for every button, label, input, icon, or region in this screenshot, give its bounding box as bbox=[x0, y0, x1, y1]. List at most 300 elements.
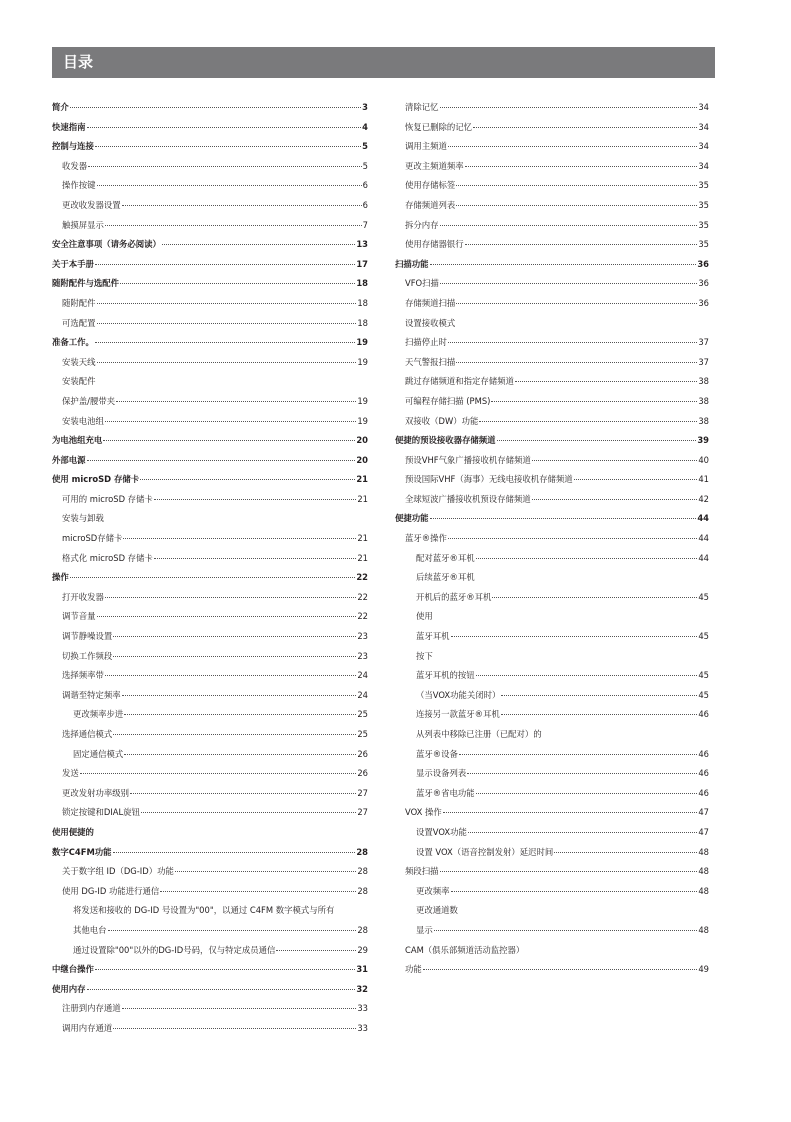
toc-entry-title: 双接收（DW）功能 bbox=[405, 415, 479, 426]
toc-entry-page: 23 bbox=[357, 631, 368, 642]
toc-entry-page: 48 bbox=[698, 924, 709, 935]
toc-entry-title: 更改通道数 bbox=[416, 905, 458, 916]
toc-entry-page: 18 bbox=[357, 297, 368, 308]
toc-entry-title: 蓝牙®省电功能 bbox=[416, 787, 475, 798]
toc-dot-leader bbox=[124, 754, 356, 755]
toc-entry-title: 蓝牙®设备 bbox=[416, 748, 458, 759]
toc-entry-title: 安全注意事项（请务必阅读） bbox=[52, 239, 161, 250]
toc-entry[interactable] bbox=[395, 431, 709, 451]
toc-entry-title: 按下 bbox=[416, 650, 433, 661]
toc-dot-leader bbox=[105, 225, 362, 226]
toc-entry[interactable] bbox=[395, 157, 709, 177]
toc-entry[interactable] bbox=[52, 686, 368, 706]
toc-entry-page: 19 bbox=[356, 337, 368, 348]
toc-entry-title: 蓝牙耳机 bbox=[416, 631, 450, 642]
toc-entry-page: 27 bbox=[357, 807, 368, 818]
toc-dot-leader bbox=[141, 812, 356, 813]
toc-entry[interactable] bbox=[52, 999, 368, 1019]
toc-dot-leader bbox=[87, 460, 356, 461]
toc-entry-page: 37 bbox=[698, 337, 709, 348]
toc-entry[interactable] bbox=[52, 627, 368, 647]
toc-entry-page: 19 bbox=[357, 356, 368, 367]
toc-entry[interactable] bbox=[52, 490, 368, 510]
toc-entry-page: 34 bbox=[698, 160, 709, 171]
toc-entry-page: 40 bbox=[698, 454, 709, 465]
toc-entry-title: 使用内存 bbox=[52, 983, 86, 994]
toc-entry[interactable] bbox=[52, 960, 368, 980]
toc-entry-page: 47 bbox=[698, 826, 709, 837]
toc-dot-leader bbox=[473, 127, 697, 128]
toc-entry-page: 21 bbox=[357, 552, 368, 563]
toc-entry-page: 22 bbox=[356, 572, 368, 583]
toc-entry-page: 46 bbox=[698, 787, 709, 798]
toc-entry-title: 调节音量 bbox=[62, 611, 96, 622]
toc-entry[interactable] bbox=[52, 392, 368, 412]
toc-entry-page: 19 bbox=[357, 415, 368, 426]
toc-entry[interactable] bbox=[395, 294, 709, 314]
toc-entry-page: 38 bbox=[698, 376, 709, 387]
toc-entry[interactable] bbox=[395, 412, 709, 432]
toc-entry-page: 20 bbox=[356, 435, 368, 446]
toc-entry-title: 调谐至特定频率 bbox=[62, 689, 121, 700]
toc-entry[interactable] bbox=[52, 333, 368, 353]
toc-entry-title: 安装与卸载 bbox=[62, 513, 104, 524]
toc-entry-title: microSD存储卡 bbox=[62, 533, 123, 544]
toc-dot-leader bbox=[276, 950, 356, 951]
toc-entry-page: 21 bbox=[357, 533, 368, 544]
toc-entry-page: 25 bbox=[357, 729, 368, 739]
toc-entry-page: 21 bbox=[357, 493, 368, 504]
toc-dot-leader bbox=[122, 1008, 357, 1009]
toc-entry[interactable] bbox=[52, 255, 368, 275]
toc-entry-page: 48 bbox=[698, 885, 709, 896]
toc-entry-page: 35 bbox=[698, 239, 709, 250]
toc-entry-title: 外部电源 bbox=[52, 454, 86, 465]
toc-dot-leader bbox=[440, 871, 698, 872]
toc-entry-page: 13 bbox=[356, 239, 368, 250]
toc-entry-title: 更改发射功率级别 bbox=[62, 787, 129, 798]
toc-entry-page: 24 bbox=[357, 670, 368, 681]
toc-dot-leader bbox=[88, 166, 362, 167]
toc-entry[interactable] bbox=[395, 882, 709, 902]
toc-entry-title: 连接另一款蓝牙®耳机 bbox=[416, 709, 500, 720]
toc-entry[interactable] bbox=[52, 118, 368, 138]
toc-entry[interactable] bbox=[52, 509, 368, 529]
toc-entry-page: 25 bbox=[357, 709, 368, 720]
toc-entry-title: 可用的 microSD 存储卡 bbox=[62, 493, 153, 504]
toc-entry-page: 28 bbox=[357, 885, 368, 896]
toc-entry-page: 34 bbox=[698, 121, 709, 132]
toc-entry[interactable] bbox=[395, 549, 709, 569]
toc-entry[interactable] bbox=[395, 960, 709, 980]
toc-dot-leader bbox=[501, 714, 698, 715]
toc-entry[interactable] bbox=[52, 843, 368, 863]
toc-entry-page: 36 bbox=[697, 258, 709, 269]
toc-entry-title: 将发送和接收的 DG-ID 号设置为"00"，以通过 C4FM 数字模式与所有 bbox=[73, 905, 335, 916]
toc-dot-leader bbox=[465, 166, 698, 167]
toc-entry[interactable] bbox=[52, 431, 368, 451]
toc-entry[interactable] bbox=[52, 921, 368, 941]
toc-entry-title: 发送 bbox=[62, 768, 79, 779]
toc-entry[interactable] bbox=[395, 568, 709, 588]
toc-dot-leader bbox=[476, 793, 698, 794]
toc-dot-leader bbox=[491, 401, 697, 402]
toc-entry[interactable] bbox=[395, 745, 709, 765]
toc-entry-title: 设置接收模式 bbox=[405, 317, 456, 328]
toc-entry[interactable] bbox=[395, 843, 709, 863]
toc-entry-page: 28 bbox=[357, 866, 368, 877]
toc-entry-title: VOX 操作 bbox=[405, 807, 442, 818]
toc-entry-title: 调用主频道 bbox=[405, 141, 447, 152]
toc-entry-title: 通过设置除"00"以外的DG-ID号码，仅与特定成员通信 bbox=[73, 944, 276, 955]
toc-dot-leader bbox=[467, 773, 697, 774]
toc-dot-leader bbox=[124, 714, 356, 715]
toc-entry-title: 显示 bbox=[416, 924, 433, 935]
toc-entry-title: 使用 DG-ID 功能进行通信 bbox=[62, 885, 160, 896]
toc-entry[interactable] bbox=[52, 294, 368, 314]
toc-entry-title: 全球短波广播接收机预设存储频道 bbox=[405, 493, 531, 504]
toc-entry-title: 跳过存储频道和指定存储频道 bbox=[405, 376, 514, 387]
toc-entry-title: 功能 bbox=[405, 964, 422, 975]
toc-entry-title: 预设国际VHF（海事）无线电接收机存储频道 bbox=[405, 474, 573, 485]
toc-entry-title: 其他电台 bbox=[73, 924, 107, 935]
toc-entry-page: 33 bbox=[357, 1003, 368, 1014]
toc-entry[interactable] bbox=[52, 882, 368, 902]
toc-entry-title: 拆分内存 bbox=[405, 219, 439, 230]
toc-dot-leader bbox=[113, 734, 356, 735]
toc-dot-leader bbox=[515, 381, 697, 382]
toc-entry-title: 操作 bbox=[52, 572, 69, 583]
toc-dot-leader bbox=[456, 185, 697, 186]
toc-dot-leader bbox=[443, 812, 698, 813]
toc-entry[interactable] bbox=[395, 235, 709, 255]
toc-entry-page: 48 bbox=[698, 866, 709, 877]
toc-entry-page: 46 bbox=[698, 768, 709, 779]
toc-entry-title: 安装配件 bbox=[62, 376, 96, 387]
toc-entry[interactable] bbox=[395, 588, 709, 608]
toc-entry-title: 更改收发器设置 bbox=[62, 199, 121, 210]
toc-entry-title: VFO扫描 bbox=[405, 278, 439, 289]
toc-entry-page: 21 bbox=[356, 474, 368, 485]
toc-entry-title: 注册到内存通道 bbox=[62, 1003, 121, 1014]
toc-entry[interactable] bbox=[395, 216, 709, 236]
toc-entry[interactable] bbox=[52, 529, 368, 549]
toc-entry-title: 保护盖/腰带夹 bbox=[62, 395, 116, 406]
toc-entry[interactable] bbox=[52, 235, 368, 255]
toc-dot-leader bbox=[154, 499, 357, 500]
toc-entry[interactable] bbox=[52, 137, 368, 157]
toc-entry[interactable] bbox=[52, 647, 368, 667]
toc-entry[interactable] bbox=[52, 764, 368, 784]
toc-entry-title: 设置VOX功能 bbox=[416, 826, 467, 837]
toc-entry[interactable] bbox=[52, 314, 368, 334]
toc-entry-title: 天气警报扫描 bbox=[405, 356, 456, 367]
toc-entry-title: 调节静噪设置 bbox=[62, 631, 113, 642]
toc-entry[interactable] bbox=[395, 274, 709, 294]
toc-entry-page: 49 bbox=[698, 964, 709, 975]
toc-entry-page: 42 bbox=[698, 493, 709, 504]
toc-dot-leader bbox=[440, 283, 697, 284]
toc-entry-page: 35 bbox=[698, 199, 709, 210]
toc-dot-leader bbox=[430, 518, 697, 519]
toc-entry-page: 6 bbox=[362, 180, 368, 191]
toc-entry-title: 使用存储器银行 bbox=[405, 239, 464, 250]
toc-dot-leader bbox=[113, 852, 356, 853]
toc-entry-title: 便捷的预设接收器存储频道 bbox=[395, 435, 496, 446]
toc-dot-leader bbox=[97, 185, 362, 186]
toc-entry[interactable] bbox=[52, 549, 368, 569]
toc-dot-leader bbox=[554, 852, 697, 853]
toc-entry[interactable] bbox=[52, 941, 368, 961]
toc-entry[interactable] bbox=[395, 98, 709, 118]
toc-dot-leader bbox=[97, 303, 357, 304]
toc-entry-title: 更改频率 bbox=[416, 885, 450, 896]
toc-entry-title: 安装电池组 bbox=[62, 415, 104, 426]
toc-entry[interactable] bbox=[52, 568, 368, 588]
toc-entry[interactable] bbox=[52, 803, 368, 823]
toc-entry[interactable] bbox=[52, 784, 368, 804]
toc-entry[interactable] bbox=[395, 333, 709, 353]
toc-dot-leader bbox=[87, 989, 356, 990]
toc-entry-page: 22 bbox=[357, 591, 368, 602]
toc-entry-title: 开机后的蓝牙®耳机 bbox=[416, 591, 492, 602]
toc-entry[interactable] bbox=[395, 353, 709, 373]
toc-entry-page: 45 bbox=[698, 689, 709, 700]
toc-dot-leader bbox=[105, 675, 356, 676]
toc-dot-leader bbox=[501, 695, 697, 696]
toc-entry[interactable] bbox=[395, 372, 709, 392]
toc-dot-leader bbox=[434, 930, 698, 931]
toc-entry-title: 打开收发器 bbox=[62, 591, 104, 602]
toc-dot-leader bbox=[113, 636, 356, 637]
toc-dot-leader bbox=[175, 871, 356, 872]
toc-dot-leader bbox=[456, 205, 697, 206]
toc-entry[interactable] bbox=[395, 255, 709, 275]
toc-entry[interactable] bbox=[395, 823, 709, 843]
toc-entry[interactable] bbox=[52, 725, 368, 745]
toc-entry-title: 蓝牙耳机的按钮 bbox=[416, 670, 475, 681]
toc-entry[interactable] bbox=[395, 647, 709, 667]
toc-entry-page: 4 bbox=[362, 121, 368, 132]
toc-entry[interactable] bbox=[395, 529, 709, 549]
toc-dot-leader bbox=[162, 244, 355, 245]
toc-entry-page: 27 bbox=[357, 787, 368, 798]
toc-entry-page: 45 bbox=[698, 631, 709, 642]
toc-dot-leader bbox=[456, 362, 697, 363]
toc-dot-leader bbox=[97, 362, 357, 363]
toc-entry[interactable] bbox=[52, 823, 368, 843]
toc-dot-leader bbox=[97, 323, 357, 324]
toc-entry[interactable] bbox=[52, 588, 368, 608]
toc-dot-leader bbox=[154, 558, 357, 559]
toc-entry[interactable] bbox=[395, 901, 709, 921]
toc-entry[interactable] bbox=[52, 1019, 368, 1039]
toc-entry-page: 45 bbox=[698, 591, 709, 602]
toc-entry[interactable] bbox=[395, 941, 709, 961]
toc-dot-leader bbox=[70, 577, 356, 578]
toc-entry-page: 44 bbox=[697, 513, 709, 524]
toc-entry[interactable] bbox=[52, 607, 368, 627]
toc-entry[interactable] bbox=[395, 725, 709, 745]
toc-dot-leader bbox=[465, 244, 698, 245]
toc-entry-title: 恢复已删除的记忆 bbox=[405, 121, 472, 132]
toc-dot-leader bbox=[122, 695, 357, 696]
toc-entry-page: 39 bbox=[697, 435, 709, 446]
toc-entry[interactable] bbox=[395, 137, 709, 157]
toc-entry-title: 格式化 microSD 存储卡 bbox=[62, 552, 153, 563]
toc-entry-page: 6 bbox=[362, 199, 368, 210]
toc-entry-page: 7 bbox=[362, 219, 368, 230]
toc-entry-title: 使用存储标签 bbox=[405, 180, 456, 191]
toc-entry-page: 47 bbox=[698, 807, 709, 818]
toc-entry-title: 存储频道扫描 bbox=[405, 297, 456, 308]
toc-entry-page: 37 bbox=[698, 356, 709, 367]
toc-entry[interactable] bbox=[52, 451, 368, 471]
toc-dot-leader bbox=[456, 303, 697, 304]
toc-entry[interactable] bbox=[395, 686, 709, 706]
toc-entry[interactable] bbox=[395, 314, 709, 334]
toc-entry[interactable] bbox=[52, 98, 368, 118]
toc-entry-page: 26 bbox=[357, 768, 368, 779]
toc-entry[interactable] bbox=[52, 705, 368, 725]
toc-entry-title: 关于本手册 bbox=[52, 258, 94, 269]
toc-dot-leader bbox=[105, 597, 356, 598]
toc-left-column bbox=[52, 98, 368, 1039]
toc-entry-page: 36 bbox=[698, 297, 709, 308]
toc-entry[interactable] bbox=[395, 392, 709, 412]
toc-entry-page: 5 bbox=[362, 141, 368, 152]
toc-dot-leader bbox=[95, 969, 355, 970]
toc-entry-title: 使用 bbox=[416, 611, 433, 622]
toc-entry[interactable] bbox=[52, 157, 368, 177]
toc-entry[interactable] bbox=[395, 627, 709, 647]
toc-entry[interactable] bbox=[395, 705, 709, 725]
toc-entry[interactable] bbox=[52, 862, 368, 882]
toc-entry[interactable] bbox=[395, 470, 709, 490]
toc-entry[interactable] bbox=[52, 274, 368, 294]
toc-dot-leader bbox=[497, 440, 697, 441]
toc-entry[interactable] bbox=[395, 509, 709, 529]
toc-entry-page: 34 bbox=[698, 141, 709, 152]
toc-entry[interactable] bbox=[52, 353, 368, 373]
toc-entry-page: 28 bbox=[356, 846, 368, 857]
toc-entry-title: 固定通信模式 bbox=[73, 748, 124, 759]
toc-entry-page: 36 bbox=[698, 278, 709, 289]
toc-entry-title: 关于数字组 ID（DG-ID）功能 bbox=[62, 866, 174, 877]
toc-entry-page: 46 bbox=[698, 709, 709, 720]
toc-dot-leader bbox=[492, 597, 697, 598]
toc-entry-page: 48 bbox=[698, 846, 709, 857]
toc-dot-leader bbox=[95, 264, 355, 265]
toc-entry[interactable] bbox=[395, 666, 709, 686]
toc-entry-title: 配对蓝牙®耳机 bbox=[416, 552, 475, 563]
toc-entry-title: 蓝牙®操作 bbox=[405, 533, 447, 544]
toc-entry-title: 调用内存通道 bbox=[62, 1022, 113, 1033]
toc-entry[interactable] bbox=[395, 607, 709, 627]
toc-entry[interactable] bbox=[52, 412, 368, 432]
toc-entry[interactable] bbox=[52, 216, 368, 236]
toc-entry[interactable] bbox=[52, 980, 368, 1000]
toc-dot-leader bbox=[448, 538, 697, 539]
toc-entry-page: 20 bbox=[356, 454, 368, 465]
toc-dot-leader bbox=[532, 460, 698, 461]
toc-entry-page: 33 bbox=[357, 1022, 368, 1033]
toc-header-bar bbox=[52, 47, 715, 78]
toc-entry-page: 3 bbox=[362, 102, 368, 112]
toc-entry-title: 更改主频道频率 bbox=[405, 160, 464, 171]
toc-dot-leader bbox=[479, 421, 697, 422]
toc-entry[interactable] bbox=[52, 666, 368, 686]
toc-entry-title: 选择频率带 bbox=[62, 670, 104, 681]
toc-entry-title: 为电池组充电 bbox=[52, 435, 103, 446]
toc-entry[interactable] bbox=[52, 745, 368, 765]
toc-entry-title: 触摸屏显示 bbox=[62, 219, 104, 230]
toc-entry-title: 扫描停止时 bbox=[405, 337, 447, 348]
toc-entry-title: 从列表中移除已注册（已配对）的 bbox=[416, 729, 542, 739]
toc-entry[interactable] bbox=[52, 372, 368, 392]
toc-entry[interactable] bbox=[52, 901, 368, 921]
toc-entry-title: 随附配件与选配件 bbox=[52, 278, 119, 289]
toc-entry-title: 使用 microSD 存储卡 bbox=[52, 474, 140, 485]
toc-dot-leader bbox=[108, 930, 357, 931]
toc-entry-title: CAM（俱乐部频道活动监控器） bbox=[405, 944, 525, 955]
toc-entry-title: 操作按键 bbox=[62, 180, 96, 191]
toc-entry-page: 23 bbox=[357, 650, 368, 661]
toc-entry-page: 17 bbox=[356, 258, 368, 269]
toc-dot-leader bbox=[113, 1028, 356, 1029]
toc-entry-page: 45 bbox=[698, 670, 709, 681]
toc-entry-title: 切换工作频段 bbox=[62, 650, 113, 661]
toc-entry[interactable] bbox=[395, 118, 709, 138]
toc-entry-title: 准备工作。 bbox=[52, 337, 94, 348]
toc-dot-leader bbox=[476, 558, 698, 559]
toc-entry[interactable] bbox=[395, 196, 709, 216]
toc-entry-title: 中继台操作 bbox=[52, 964, 94, 975]
toc-entry-title: 选择通信模式 bbox=[62, 729, 113, 739]
toc-entry[interactable] bbox=[52, 176, 368, 196]
toc-entry[interactable] bbox=[395, 803, 709, 823]
toc-entry[interactable] bbox=[395, 490, 709, 510]
toc-entry[interactable] bbox=[52, 470, 368, 490]
toc-entry-page: 22 bbox=[357, 611, 368, 622]
toc-entry[interactable] bbox=[395, 862, 709, 882]
toc-dot-leader bbox=[459, 754, 697, 755]
toc-dot-leader bbox=[160, 891, 356, 892]
toc-dot-leader bbox=[95, 342, 355, 343]
toc-dot-leader bbox=[105, 421, 356, 422]
toc-entry-page: 19 bbox=[357, 395, 368, 406]
toc-entry-page: 5 bbox=[362, 160, 368, 171]
toc-entry-title: 频段扫描 bbox=[405, 866, 439, 877]
toc-entry-title: 随附配件 bbox=[62, 297, 96, 308]
toc-dot-leader bbox=[80, 773, 357, 774]
toc-entry-title: 更改频率步进 bbox=[73, 709, 124, 720]
toc-dot-leader bbox=[97, 616, 357, 617]
toc-entry[interactable] bbox=[395, 451, 709, 471]
toc-entry-page: 18 bbox=[356, 278, 368, 289]
toc-dot-leader bbox=[440, 225, 698, 226]
toc-dot-leader bbox=[448, 146, 697, 147]
toc-dot-leader bbox=[532, 499, 698, 500]
toc-entry-title: 存储频道列表 bbox=[405, 199, 456, 210]
toc-entry[interactable] bbox=[52, 196, 368, 216]
toc-right-column bbox=[395, 98, 709, 980]
toc-entry-title: 锁定按键和DIAL旋钮 bbox=[62, 807, 140, 818]
toc-entry[interactable] bbox=[395, 176, 709, 196]
toc-entry[interactable] bbox=[395, 784, 709, 804]
toc-entry[interactable] bbox=[395, 764, 709, 784]
toc-entry[interactable] bbox=[395, 921, 709, 941]
